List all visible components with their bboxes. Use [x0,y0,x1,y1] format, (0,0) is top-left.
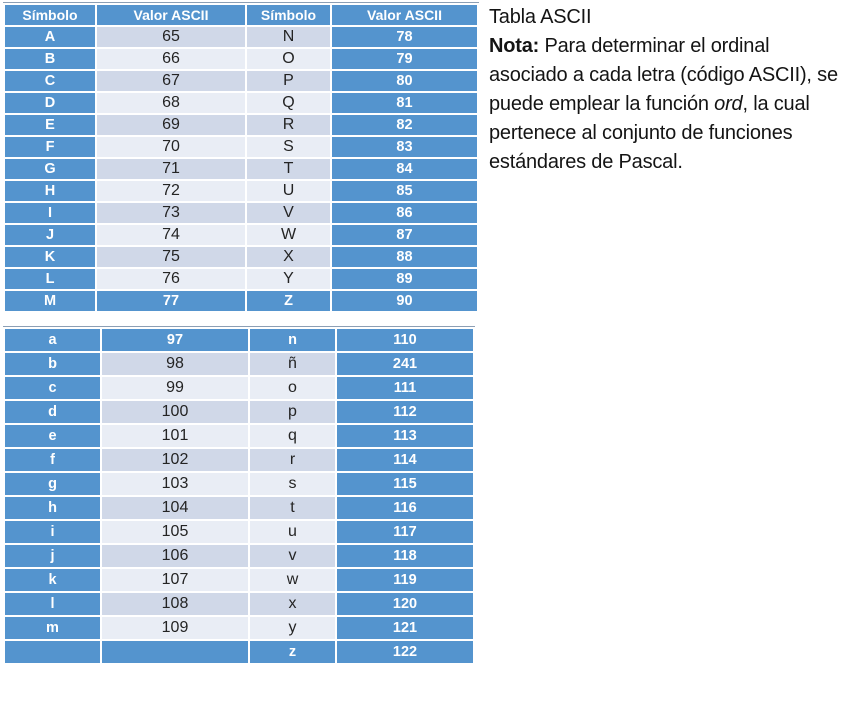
cell-symbol: Y [247,269,330,289]
cell-ascii-value: 86 [332,203,477,223]
cell-ascii-value: 90 [332,291,477,311]
cell-symbol: r [250,449,335,471]
cell-symbol: l [5,593,100,615]
side-text-block [489,3,842,177]
cell-symbol: E [5,115,95,135]
cell-symbol: S [247,137,330,157]
cell-ascii-value: 70 [97,137,245,157]
cell-ascii-value: 119 [337,569,473,591]
cell-ascii-value: 121 [337,617,473,639]
cell-symbol: D [5,93,95,113]
cell-symbol: q [250,425,335,447]
cell-symbol: N [247,27,330,47]
cell-ascii-value: 85 [332,181,477,201]
cell-ascii-value: 69 [97,115,245,135]
cell-ascii-value: 97 [102,329,248,351]
table-row [5,247,477,267]
column-header-value-2: Valor ASCII [332,5,477,25]
table-row [5,617,473,639]
cell-symbol: A [5,27,95,47]
cell-ascii-value: 104 [102,497,248,519]
cell-symbol: I [5,203,95,223]
cell-symbol: ñ [250,353,335,375]
cell-symbol: s [250,473,335,495]
table-row [5,159,477,179]
cell-ascii-value: 107 [102,569,248,591]
cell-symbol: K [5,247,95,267]
cell-ascii-value: 120 [337,593,473,615]
cell-ascii-value: 82 [332,115,477,135]
cell-ascii-value: 117 [337,521,473,543]
cell-symbol: w [250,569,335,591]
cell-ascii-value: 72 [97,181,245,201]
cell-symbol: f [5,449,100,471]
cell-ascii-value: 73 [97,203,245,223]
cell-symbol: n [250,329,335,351]
table-row [5,569,473,591]
table-row [5,225,477,245]
cell-ascii-value: 76 [97,269,245,289]
cell-ascii-value: 74 [97,225,245,245]
cell-ascii-value: 102 [102,449,248,471]
cell-ascii-value: 103 [102,473,248,495]
table-row [5,353,473,375]
table-row [5,27,477,47]
table-last-row [5,641,473,663]
cell-ascii-value: 99 [102,377,248,399]
cell-symbol: x [250,593,335,615]
cell-symbol: Z [247,291,330,311]
cell-symbol: H [5,181,95,201]
cell-ascii-value: 71 [97,159,245,179]
table-row [5,425,473,447]
cell-ascii-value: 75 [97,247,245,267]
cell-symbol: U [247,181,330,201]
cell-ascii-value: 241 [337,353,473,375]
column-header-symbol-1: Símbolo [5,5,95,25]
cell-ascii-value: 116 [337,497,473,519]
note-text-1: Para determinar el ordinal asociado a cada letra (código ASCII), se puede emplear la función [489,35,838,115]
cell-ascii-value: 106 [102,545,248,567]
cell-ascii-value: 77 [97,291,245,311]
cell-ascii-value: 65 [97,27,245,47]
cell-ascii-value: 105 [102,521,248,543]
cell-symbol: p [250,401,335,423]
cell-ascii-value: 122 [337,641,473,663]
cell-symbol: d [5,401,100,423]
table-total-row [5,291,477,311]
cell-symbol: u [250,521,335,543]
table-row [5,181,477,201]
cell-ascii-value: 78 [332,27,477,47]
cell-symbol: R [247,115,330,135]
cell-symbol: M [5,291,95,311]
cell-ascii-value-empty [102,641,248,663]
table-row [5,71,477,91]
cell-ascii-value: 114 [337,449,473,471]
cell-ascii-value: 87 [332,225,477,245]
cell-ascii-value: 67 [97,71,245,91]
cell-symbol: c [5,377,100,399]
table-row [5,329,473,351]
table-row [5,115,477,135]
cell-symbol: a [5,329,100,351]
cell-ascii-value: 100 [102,401,248,423]
table-row [5,203,477,223]
cell-ascii-value: 84 [332,159,477,179]
cell-symbol: b [5,353,100,375]
cell-symbol: B [5,49,95,69]
cell-symbol: i [5,521,100,543]
cell-ascii-value: 80 [332,71,477,91]
table-row [5,49,477,69]
cell-ascii-value: 81 [332,93,477,113]
cell-symbol: k [5,569,100,591]
table-row [5,377,473,399]
cell-symbol: m [5,617,100,639]
table-row [5,545,473,567]
cell-symbol: V [247,203,330,223]
table-row [5,401,473,423]
cell-symbol: o [250,377,335,399]
table-header-row [5,5,477,25]
table-row [5,269,477,289]
cell-symbol: F [5,137,95,157]
cell-symbol: L [5,269,95,289]
cell-ascii-value: 101 [102,425,248,447]
cell-ascii-value: 110 [337,329,473,351]
cell-ascii-value: 108 [102,593,248,615]
cell-symbol: O [247,49,330,69]
table-row [5,497,473,519]
ascii-table-uppercase [3,2,479,313]
cell-symbol: Q [247,93,330,113]
table-row [5,137,477,157]
cell-ascii-value: 88 [332,247,477,267]
cell-ascii-value: 79 [332,49,477,69]
cell-symbol: W [247,225,330,245]
cell-ascii-value: 68 [97,93,245,113]
cell-ascii-value: 112 [337,401,473,423]
cell-ascii-value: 109 [102,617,248,639]
cell-ascii-value: 83 [332,137,477,157]
table-row [5,473,473,495]
cell-ascii-value: 115 [337,473,473,495]
cell-symbol: t [250,497,335,519]
table-row [5,521,473,543]
note-label: Nota: [489,35,540,57]
cell-ascii-value: 118 [337,545,473,567]
cell-symbol: e [5,425,100,447]
cell-ascii-value: 111 [337,377,473,399]
cell-symbol-empty [5,641,100,663]
cell-symbol: T [247,159,330,179]
column-header-value-1: Valor ASCII [97,5,245,25]
cell-symbol: P [247,71,330,91]
cell-ascii-value: 66 [97,49,245,69]
note-paragraph [489,32,842,177]
cell-symbol: J [5,225,95,245]
note-italic-ord: ord [714,93,743,115]
table-row [5,593,473,615]
cell-ascii-value: 113 [337,425,473,447]
cell-symbol: G [5,159,95,179]
note-text-2: , la cual pertenece al conjunto de funciones estándares de Pascal. [489,93,810,173]
slide-title: Tabla ASCII [489,6,592,28]
column-header-symbol-2: Símbolo [247,5,330,25]
cell-symbol: v [250,545,335,567]
cell-symbol: X [247,247,330,267]
cell-symbol: y [250,617,335,639]
cell-ascii-value: 89 [332,269,477,289]
cell-symbol: j [5,545,100,567]
cell-symbol: h [5,497,100,519]
cell-symbol: g [5,473,100,495]
table-row [5,93,477,113]
cell-symbol: C [5,71,95,91]
table-row [5,449,473,471]
cell-symbol: z [250,641,335,663]
ascii-table-lowercase [3,326,475,665]
cell-ascii-value: 98 [102,353,248,375]
